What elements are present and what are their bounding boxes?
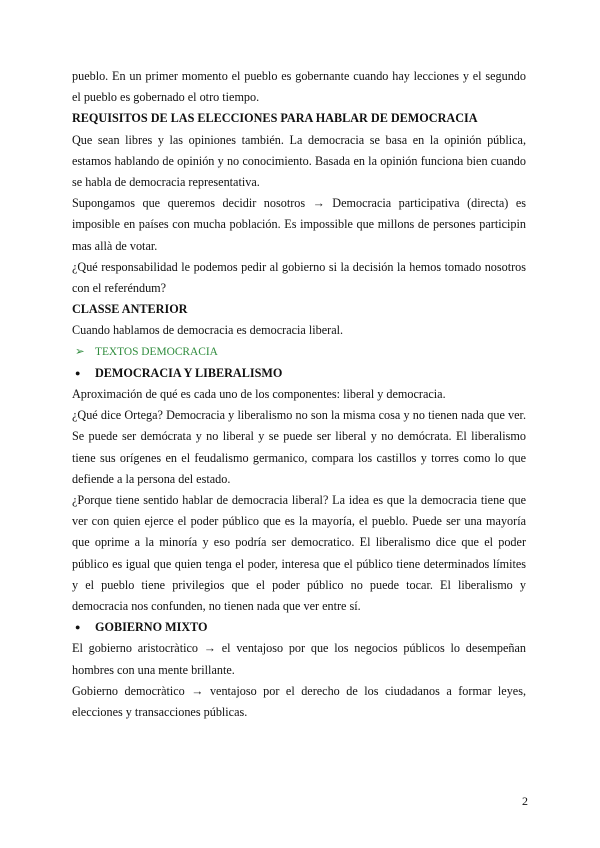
list-item-textos-label: TEXTOS DEMOCRACIA	[95, 345, 218, 358]
bullet-item-liberalismo	[72, 363, 526, 384]
heading-requisitos: REQUISITOS DE LAS ELECCIONES PARA HABLAR DE DEMOCRACIA	[72, 111, 478, 126]
document-body	[72, 66, 526, 723]
arrow-bullet-icon: ➢	[75, 345, 85, 358]
page-number: 2	[522, 794, 528, 808]
bullet-item-gobierno-mixto	[72, 617, 526, 638]
paragraph-pueblo: pueblo. En un primer momento el pueblo es gobernante cuando hay lecciones y el segundo el pueblo es gobernado el otro tiempo.	[72, 69, 526, 105]
paragraph-porque: ¿Porque tiene sentido hablar de democracia liberal? La idea es que la democracia tiene que ver con quien ejerce el poder público que es la mayoría, el pueblo. Puede ser una mayoría que oprime a la minoría y eso podría ser democratico. El liberalismo dice que el poder público es igual que quien tenga el poder, interesa que el público tiene determinados límites y el pueblo tiene privilegios que el poder público no puede tocar. El liberalismo y democracia nos confunden, no tienen nada que ver entre sí.	[72, 493, 526, 614]
paragraph-ortega: ¿Qué dice Ortega? Democracia y liberalismo no son la misma cosa y no tienen nada que ver. Se puede ser demócrata y no liberal y se puede ser liberal y no demócrata. El liberalismo tiene sus orígenes en el feudalismo germanico, compara los castillos y torres como lo que defiende a la persona del estado.	[72, 408, 526, 486]
paragraph-opiniones: Que sean libres y las opiniones también. La democracia se basa en la opinión pública, estamos hablando de opinión y no conocimiento. Basada en la opinión funciona bien cuando se habla de democracia representativa.	[72, 132, 526, 190]
paragraph-democracia-liberal: Cuando hablamos de democracia es democracia liberal.	[72, 323, 344, 338]
bullet-item-liberalismo-label: DEMOCRACIA Y LIBERALISMO	[95, 365, 283, 380]
bullet-item-gobierno-mixto-label: GOBIERNO MIXTO	[95, 620, 208, 635]
paragraph-participativa: Supongamos que queremos decidir nosotros → Democracia participativa (directa) es imposible en países con mucha población. Es impossible que millons de persones participin mas allà de votar.	[72, 196, 526, 253]
bullet-dot-icon: ●	[75, 622, 81, 633]
paragraph-responsabilidad: ¿Qué responsabilidad le podemos pedir al gobierno si la decisión la hemos tomado nosotros con el referéndum?	[72, 259, 526, 296]
list-item-textos	[72, 342, 526, 363]
paragraph-aproximacion: Aproximación de qué es cada uno de los componentes: liberal y democracia.	[72, 387, 446, 402]
heading-classe-anterior: CLASSE ANTERIOR	[72, 302, 188, 317]
paragraph-democratico: Gobierno democràtico → ventajoso por el derecho de los ciudadanos a formar leyes, elecciones y transacciones públicas.	[72, 683, 526, 720]
paragraph-aristocratico: El gobierno aristocràtico → el ventajoso por que los negocios públicos lo desempeñan hombres con una mente brillante.	[72, 641, 526, 677]
bullet-dot-icon: ●	[75, 367, 81, 378]
